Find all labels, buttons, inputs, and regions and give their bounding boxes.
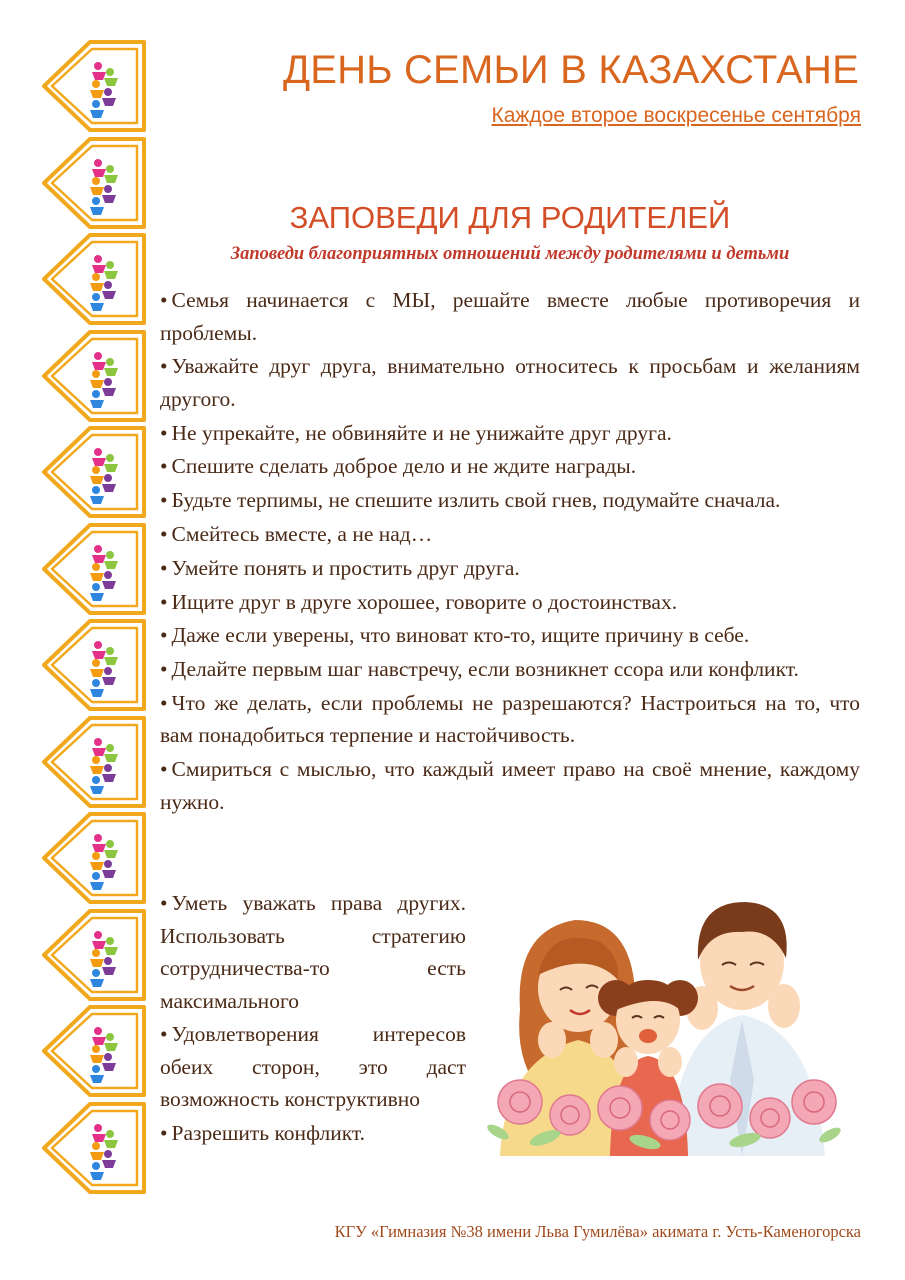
list-item: • Не упрекайте, не обвиняйте и не унижайте друг друга. <box>160 420 672 445</box>
family-illustration <box>480 880 844 1156</box>
bullet: • <box>160 589 168 614</box>
house-family-icon <box>38 328 150 424</box>
list-item: • Ищите друг в друге хорошее, говорите о достоинствах. <box>160 589 678 614</box>
house-family-icon <box>38 424 150 520</box>
decorative-house-border <box>38 38 150 1208</box>
bullet: • <box>160 288 168 312</box>
list-item: • Делайте первым шаг навстречу, если возникнет ссора или конфликт. <box>160 657 799 682</box>
bullet: • <box>160 657 168 682</box>
house-family-icon <box>38 1003 150 1099</box>
bullet: • <box>160 1121 168 1146</box>
bullet: • <box>160 454 168 479</box>
bullet: • <box>160 354 168 379</box>
page-subtitle: Каждое второе воскресенье сентября <box>491 104 861 127</box>
bullet: • <box>160 555 168 580</box>
bullet: • <box>160 1022 168 1047</box>
bullet: • <box>160 521 168 546</box>
house-family-icon <box>38 617 150 713</box>
list-item: • Спешите сделать доброе дело и не ждите награды. <box>160 454 637 479</box>
commandments-list-continued <box>160 887 466 1151</box>
page-title: ДЕНЬ СЕМЬИ В КАЗАХСТАНЕ <box>282 48 859 92</box>
bullet: • <box>160 891 168 915</box>
bullet: • <box>160 757 168 782</box>
list-item: • Семья начинается с МЫ, решайте вместе любые противоречия и проблемы. <box>160 288 860 345</box>
bullet: • <box>160 420 168 445</box>
list-item: • Будьте терпимы, не спешите излить свой гнев, подумайте сначала. <box>160 488 781 513</box>
list-item: • Уметь уважать права других. Использовать стратегию сотрудничества-то есть максимального <box>160 891 466 1013</box>
list-item: • Уважайте друг друга, внимательно относитесь к просьбам и желаниям другого. <box>160 354 860 411</box>
section-lead: Заповеди благоприятных отношений между родителями и детьми <box>230 244 790 264</box>
footer-organization: КГУ «Гимназия №38 имени Льва Гумилёва» акимата г. Усть-Каменогорска <box>334 1222 861 1241</box>
list-item: • Удовлетворения интересов обеих сторон, это даст возможность конструктивно <box>160 1022 466 1112</box>
house-family-icon <box>38 38 150 134</box>
house-family-icon <box>38 231 150 327</box>
commandments-list <box>160 284 860 820</box>
house-family-icon <box>38 714 150 810</box>
list-item: • Умейте понять и простить друг друга. <box>160 555 520 580</box>
bullet: • <box>160 623 168 648</box>
list-item: • Даже если уверены, что виноват кто-то, ищите причину в себе. <box>160 623 750 648</box>
bullet: • <box>160 690 168 715</box>
house-family-icon <box>38 135 150 231</box>
list-item: • Смириться с мыслью, что каждый имеет право на своё мнение, каждому нужно. <box>160 757 860 814</box>
bullet: • <box>160 488 168 513</box>
house-family-icon <box>38 810 150 906</box>
section-heading: ЗАПОВЕДИ ДЛЯ РОДИТЕЛЕЙ <box>289 200 731 235</box>
list-item: • Разрешить конфликт. <box>160 1121 366 1146</box>
house-family-icon <box>38 521 150 617</box>
house-family-icon <box>38 907 150 1003</box>
house-family-icon <box>38 1100 150 1196</box>
list-item: • Смейтесь вместе, а не над… <box>160 521 433 546</box>
list-item: • Что же делать, если проблемы не разрешаются? Настроиться на то, что вам понадобиться терпение и настойчивость. <box>160 690 860 748</box>
